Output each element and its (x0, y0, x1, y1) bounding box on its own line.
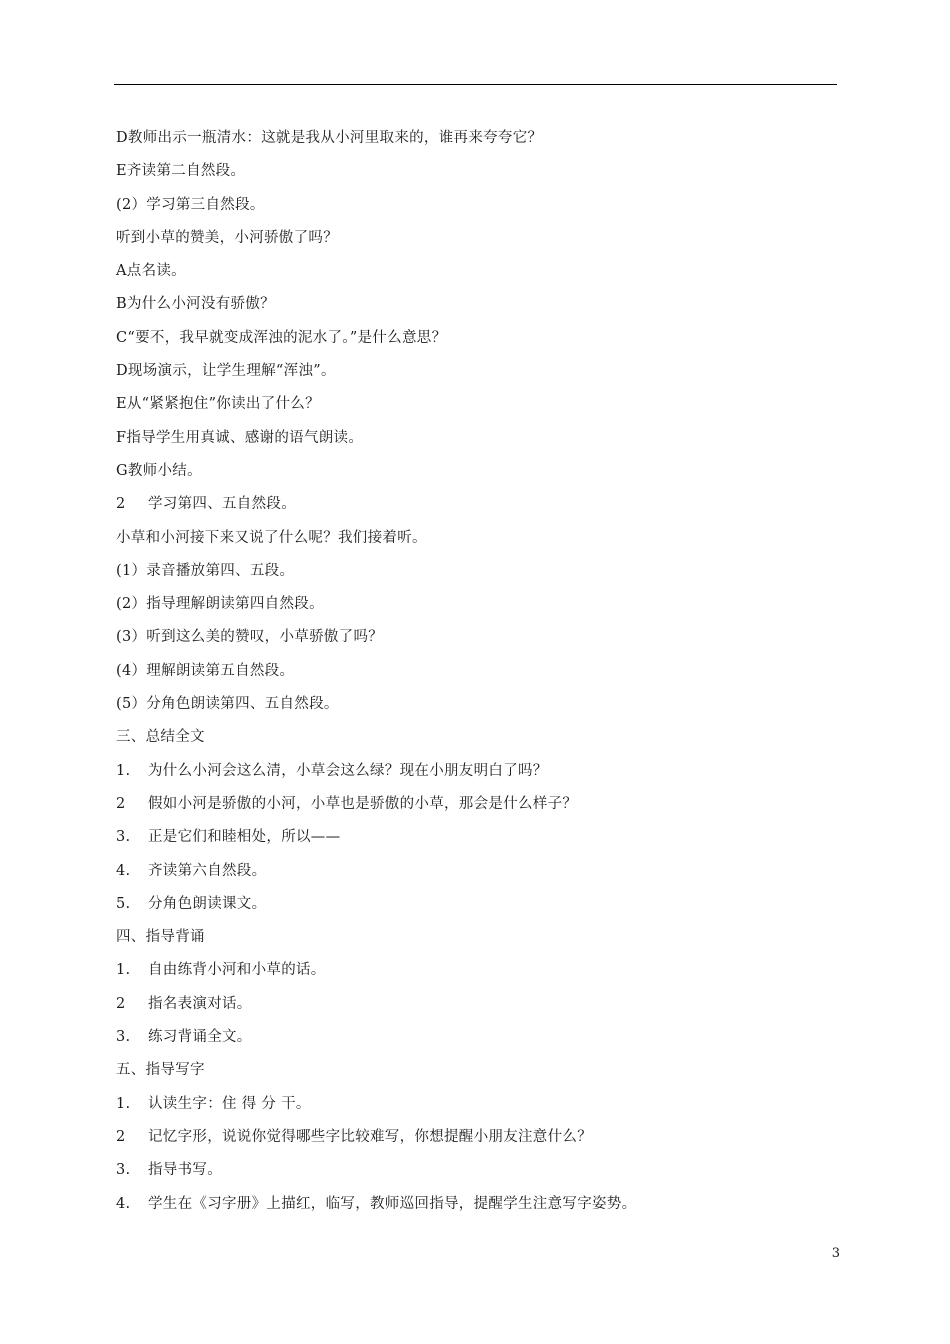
line-text: 五、指导写字 (116, 1062, 205, 1079)
text-line (116, 488, 836, 521)
line-text: D现场演示，让学生理解“浑浊”。 (116, 363, 336, 380)
list-number: 2 (116, 795, 126, 812)
text-line (116, 621, 836, 654)
list-number: 3. (116, 1029, 131, 1046)
line-text: 学生在《习字册》上描红，临写，教师巡回指导，提醒学生注意写字姿势。 (148, 1195, 637, 1212)
text-line (116, 455, 836, 488)
text-line (116, 555, 836, 588)
text-line (116, 821, 836, 854)
text-line (116, 255, 836, 288)
line-text: 指导书写。 (148, 1162, 222, 1179)
line-text: E齐读第二自然段。 (116, 163, 246, 180)
line-text: C“要不，我早就变成浑浊的泥水了。”是什么意思？ (116, 329, 447, 346)
line-text: 指名表演对话。 (148, 995, 252, 1012)
line-text: G教师小结。 (116, 462, 202, 479)
line-text: 三、总结全文 (116, 729, 205, 746)
line-text: 学习第四、五自然段。 (148, 496, 296, 513)
text-line (116, 522, 836, 555)
text-line (116, 1088, 836, 1121)
line-text: 四、指导背诵 (116, 929, 205, 946)
list-number: 2 (116, 1128, 126, 1145)
text-line (116, 954, 836, 987)
list-number: 1. (116, 1095, 131, 1112)
text-line (116, 755, 836, 788)
list-number: 2 (116, 496, 126, 513)
text-line (116, 388, 836, 421)
line-text: 为什么小河会这么清，小草会这么绿？现在小朋友明白了吗？ (148, 762, 548, 779)
line-text: 齐读第六自然段。 (148, 862, 267, 879)
text-line (116, 1121, 836, 1154)
text-line (116, 1188, 836, 1221)
line-text: (2）学习第三自然段。 (116, 196, 265, 213)
text-line (116, 1054, 836, 1087)
list-number: 1. (116, 962, 131, 979)
text-line (116, 655, 836, 688)
line-text: (4）理解朗读第五自然段。 (116, 662, 295, 679)
line-text: F指导学生用真诚、感谢的语气朗读。 (116, 429, 364, 446)
line-text: 记忆字形，说说你觉得哪些字比较难写，你想提醒小朋友注意什么？ (148, 1128, 592, 1145)
text-line (116, 921, 836, 954)
text-line (116, 855, 836, 888)
text-line (116, 1154, 836, 1187)
text-line (116, 888, 836, 921)
line-text: (2）指导理解朗读第四自然段。 (116, 596, 324, 613)
line-text: (5）分角色朗读第四、五自然段。 (116, 696, 339, 713)
line-text: (1）录音播放第四、五段。 (116, 562, 295, 579)
text-line (116, 422, 836, 455)
page-number: 3 (831, 1246, 840, 1261)
list-number: 2 (116, 995, 126, 1012)
line-text: 练习背诵全文。 (148, 1029, 252, 1046)
list-number: 3. (116, 829, 131, 846)
text-line (116, 1021, 836, 1054)
line-text: 听到小草的赞美，小河骄傲了吗？ (116, 229, 338, 246)
text-line (116, 288, 836, 321)
text-line (116, 322, 836, 355)
line-text: 假如小河是骄傲的小河，小草也是骄傲的小草，那会是什么样子？ (148, 795, 578, 812)
document-body (116, 122, 836, 1221)
list-number: 1. (116, 762, 131, 779)
text-line (116, 222, 836, 255)
text-line (116, 155, 836, 188)
text-line (116, 355, 836, 388)
list-number: 5. (116, 895, 131, 912)
list-number: 4. (116, 1195, 131, 1212)
line-text: 认读生字：住 得 分 干。 (148, 1095, 311, 1112)
text-line (116, 189, 836, 222)
line-text: 小草和小河接下来又说了什么呢？我们接着听。 (116, 529, 427, 546)
text-line (116, 988, 836, 1021)
line-text: 正是它们和睦相处，所以—— (148, 829, 341, 846)
line-text: B为什么小河没有骄傲？ (116, 296, 275, 313)
line-text: 分角色朗读课文。 (148, 895, 267, 912)
list-number: 4. (116, 862, 131, 879)
text-line (116, 588, 836, 621)
line-text: (3）听到这么美的赞叹，小草骄傲了吗？ (116, 629, 384, 646)
line-text: D教师出示一瓶清水：这就是我从小河里取来的，谁再来夸夸它？ (116, 130, 543, 146)
text-line (116, 688, 836, 721)
list-number: 3. (116, 1162, 131, 1179)
line-text: E从“紧紧抱住”你读出了什么？ (116, 396, 320, 413)
text-line (116, 122, 836, 155)
text-line (116, 788, 836, 821)
header-rule (114, 84, 837, 85)
text-line (116, 721, 836, 754)
line-text: 自由练背小河和小草的话。 (148, 962, 326, 979)
line-text: A点名读。 (116, 263, 186, 280)
